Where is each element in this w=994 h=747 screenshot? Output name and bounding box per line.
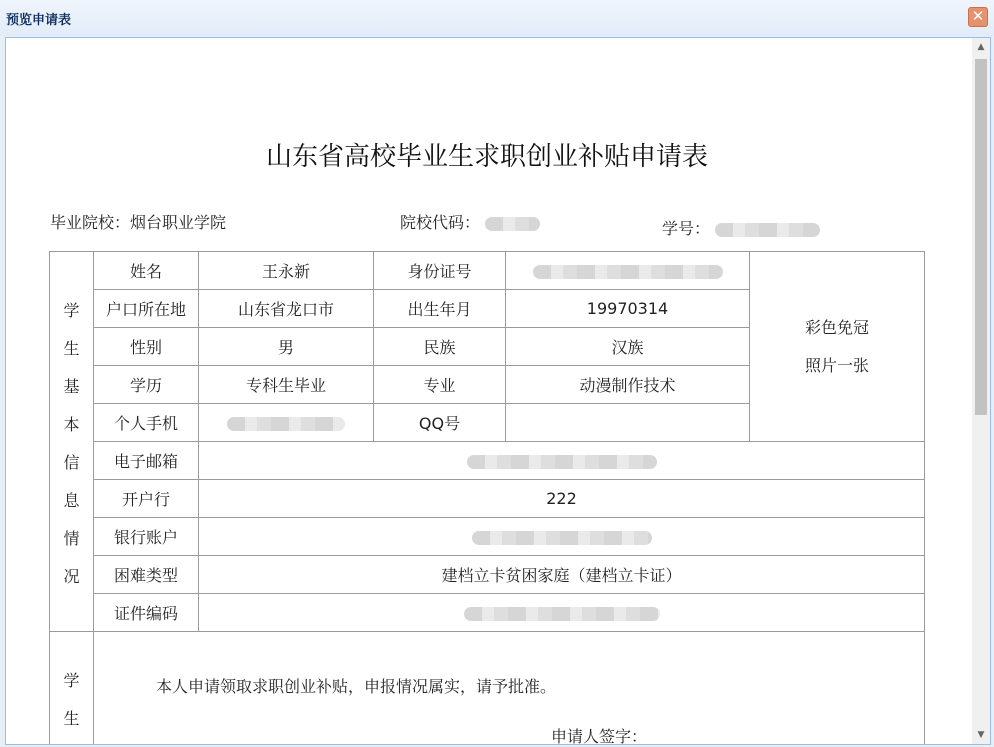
close-button[interactable]: ✕ [968, 7, 988, 27]
document-content [6, 38, 970, 744]
gender-label: 性别 [94, 328, 199, 366]
birth-label: 出生年月 [374, 290, 506, 328]
account-redacted [472, 531, 652, 545]
qq-label: QQ号 [374, 404, 506, 442]
school-label: 毕业院校：烟台职业学院 [50, 213, 227, 232]
ethnic-value: 汉族 [506, 328, 750, 366]
id-label: 身份证号 [374, 252, 506, 290]
phone-label: 个人手机 [94, 404, 199, 442]
edu-value: 专科生毕业 [199, 366, 374, 404]
birth-value: 19970314 [506, 290, 750, 328]
phone-redacted [227, 417, 345, 431]
scroll-up-icon[interactable]: ▲ [977, 42, 985, 52]
declaration-text: 本人申请领取求职创业补贴，申报情况属实，请予批准。 [156, 677, 557, 696]
document-title: 山东省高校毕业生求职创业补贴申请表 [265, 142, 708, 172]
id-redacted [533, 265, 723, 279]
qq-value [506, 404, 750, 442]
name-value: 王永新 [199, 252, 374, 290]
preview-frame [5, 37, 991, 745]
account-label: 银行账户 [94, 518, 199, 556]
scroll-down-icon[interactable]: ▼ [977, 730, 985, 740]
major-value: 动漫制作技术 [506, 366, 750, 404]
school-code-row [400, 210, 540, 233]
school-code-label: 院校代码： [400, 213, 481, 232]
section-signature: 学 生 [50, 632, 94, 746]
ethnic-label: 民族 [374, 328, 506, 366]
school-code-redacted [485, 217, 540, 231]
bank-label: 开户行 [94, 480, 199, 518]
student-no-label: 学号： [662, 219, 711, 238]
cert-redacted [464, 607, 660, 621]
scroll-thumb[interactable] [975, 59, 987, 415]
email-label: 电子邮箱 [94, 442, 199, 480]
bank-value: 222 [199, 480, 925, 518]
window-titlebar [0, 0, 994, 36]
application-form-table [49, 251, 925, 745]
window-title: 预览申请表 [6, 13, 72, 28]
signature-label: 申请人签字： [551, 727, 648, 745]
section-basic-info: 学 生 基 本 信 息 情 况 [50, 252, 94, 632]
hukou-label: 户口所在地 [94, 290, 199, 328]
phone-value [199, 404, 374, 442]
id-value [506, 252, 750, 290]
name-label: 姓名 [94, 252, 199, 290]
edu-label: 学历 [94, 366, 199, 404]
hukou-value: 山东省龙口市 [199, 290, 374, 328]
cert-label: 证件编码 [94, 594, 199, 632]
email-value [199, 442, 925, 480]
student-no-row [662, 216, 820, 239]
gender-value: 男 [199, 328, 374, 366]
hardship-label: 困难类型 [94, 556, 199, 594]
photo-placeholder: 彩色免冠 照片一张 [750, 252, 925, 442]
cert-value [199, 594, 925, 632]
student-no-redacted [715, 223, 820, 237]
hardship-value: 建档立卡贫困家庭（建档立卡证） [199, 556, 925, 594]
email-redacted [467, 455, 657, 469]
major-label: 专业 [374, 366, 506, 404]
vertical-scrollbar[interactable] [972, 38, 990, 744]
account-value [199, 518, 925, 556]
